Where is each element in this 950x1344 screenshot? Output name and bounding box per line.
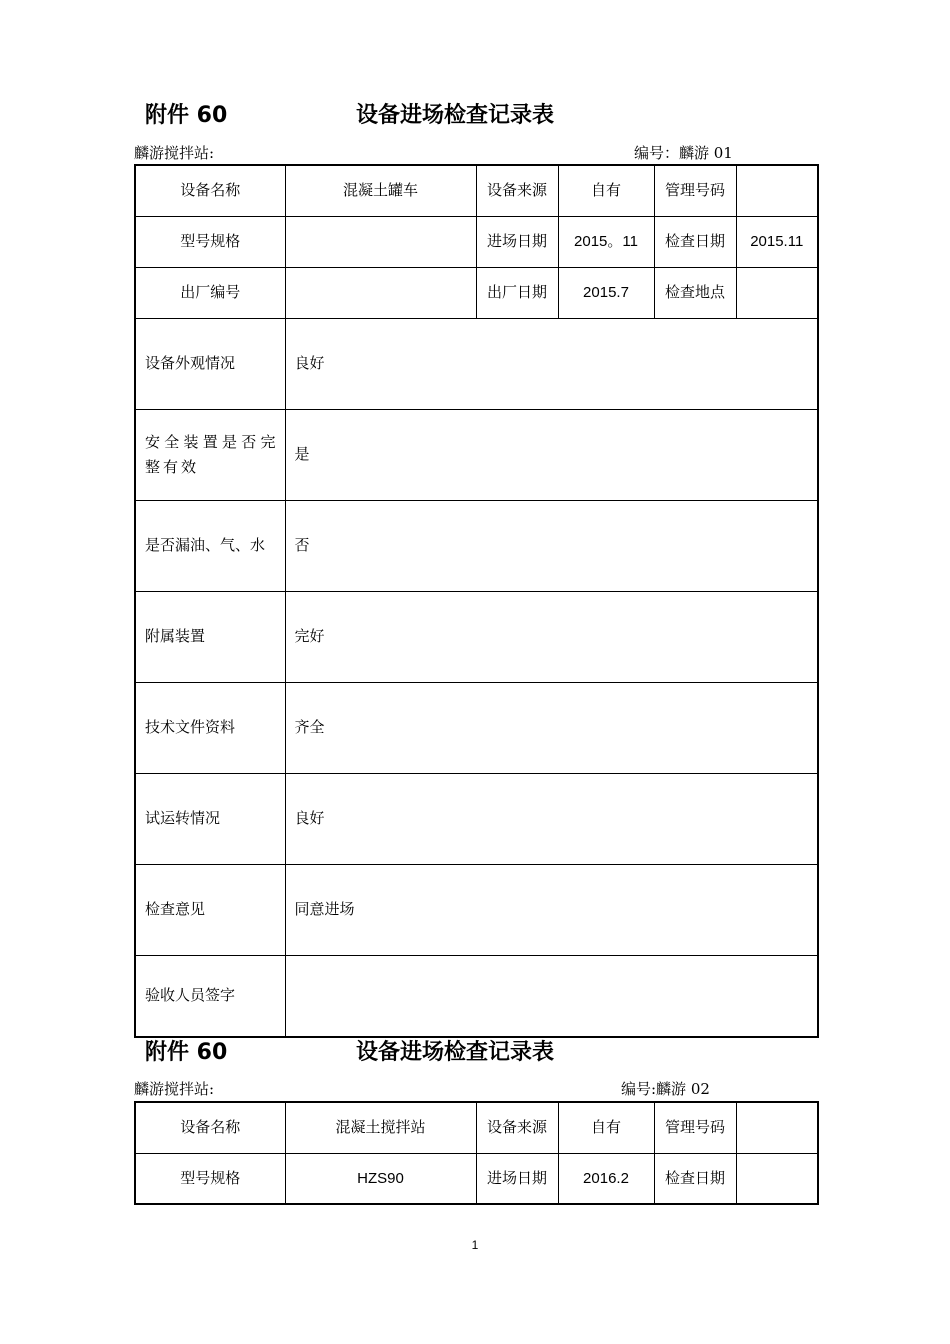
trial-run-value: 良好 bbox=[285, 773, 818, 864]
tech-documents-label: 技术文件资料 bbox=[135, 682, 285, 773]
acceptance-signature-label: 验收人员签字 bbox=[135, 955, 285, 1037]
table-row bbox=[135, 318, 818, 409]
page-number: 1 bbox=[471, 1238, 479, 1252]
equipment-source-value: 自有 bbox=[558, 165, 654, 216]
attachment-label: 附件 60 bbox=[145, 103, 228, 128]
table-row bbox=[135, 1102, 818, 1153]
table-row bbox=[135, 955, 818, 1037]
model-spec-label: 型号规格 bbox=[135, 1153, 285, 1204]
entry-date-value: 2015。11 bbox=[558, 216, 654, 267]
equipment-name-label: 设备名称 bbox=[135, 1102, 285, 1153]
equipment-name-value: 混凝土搅拌站 bbox=[285, 1102, 476, 1153]
table-row bbox=[135, 773, 818, 864]
accessory-value: 完好 bbox=[285, 591, 818, 682]
equipment-source-label: 设备来源 bbox=[476, 165, 558, 216]
factory-date-label: 出厂日期 bbox=[476, 267, 558, 318]
inspection-table bbox=[134, 1101, 819, 1205]
table-row bbox=[135, 267, 818, 318]
equipment-name-value: 混凝土罐车 bbox=[285, 165, 476, 216]
management-number-label: 管理号码 bbox=[654, 1102, 736, 1153]
table-row bbox=[135, 682, 818, 773]
station-label: 麟游搅拌站: bbox=[134, 144, 215, 162]
form-title: 设备进场检查记录表 bbox=[356, 1040, 555, 1065]
inspection-date-label: 检查日期 bbox=[654, 1153, 736, 1204]
table-row bbox=[135, 1153, 818, 1204]
form-code: 编号：麟游 01 bbox=[634, 144, 733, 162]
leakage-value: 否 bbox=[285, 500, 818, 591]
entry-date-label: 进场日期 bbox=[476, 216, 558, 267]
model-spec-value bbox=[285, 216, 476, 267]
entry-date-value: 2016.2 bbox=[558, 1153, 654, 1204]
inspection-location-label: 检查地点 bbox=[654, 267, 736, 318]
factory-number-value bbox=[285, 267, 476, 318]
inspection-location-value bbox=[736, 267, 818, 318]
safety-device-value: 是 bbox=[285, 409, 818, 500]
table-row bbox=[135, 216, 818, 267]
leakage-label: 是否漏油、气、水 bbox=[135, 500, 285, 591]
model-spec-value: HZS90 bbox=[285, 1153, 476, 1204]
safety-device-label: 安全装置是否完整有效 bbox=[135, 409, 285, 500]
equipment-name-label: 设备名称 bbox=[135, 165, 285, 216]
model-spec-label: 型号规格 bbox=[135, 216, 285, 267]
table-row bbox=[135, 409, 818, 500]
attachment-label: 附件 60 bbox=[145, 1040, 228, 1065]
management-number-label: 管理号码 bbox=[654, 165, 736, 216]
inspection-date-value bbox=[736, 1153, 818, 1204]
inspection-opinion-value: 同意进场 bbox=[285, 864, 818, 955]
entry-date-label: 进场日期 bbox=[476, 1153, 558, 1204]
table-row bbox=[135, 864, 818, 955]
inspection-date-value: 2015.11 bbox=[736, 216, 818, 267]
accessory-label: 附属装置 bbox=[135, 591, 285, 682]
equipment-source-value: 自有 bbox=[558, 1102, 654, 1153]
inspection-date-label: 检查日期 bbox=[654, 216, 736, 267]
table-row bbox=[135, 500, 818, 591]
form-title: 设备进场检查记录表 bbox=[356, 103, 555, 128]
appearance-value: 良好 bbox=[285, 318, 818, 409]
inspection-opinion-label: 检查意见 bbox=[135, 864, 285, 955]
station-label: 麟游搅拌站: bbox=[134, 1080, 215, 1098]
table-row bbox=[135, 591, 818, 682]
equipment-source-label: 设备来源 bbox=[476, 1102, 558, 1153]
management-number-value bbox=[736, 1102, 818, 1153]
factory-date-value: 2015.7 bbox=[558, 267, 654, 318]
management-number-value bbox=[736, 165, 818, 216]
factory-number-label: 出厂编号 bbox=[135, 267, 285, 318]
acceptance-signature-value bbox=[285, 955, 818, 1037]
tech-documents-value: 齐全 bbox=[285, 682, 818, 773]
form-code: 编号:麟游 02 bbox=[621, 1080, 710, 1098]
inspection-table bbox=[134, 164, 819, 1038]
appearance-label: 设备外观情况 bbox=[135, 318, 285, 409]
table-row bbox=[135, 165, 818, 216]
trial-run-label: 试运转情况 bbox=[135, 773, 285, 864]
